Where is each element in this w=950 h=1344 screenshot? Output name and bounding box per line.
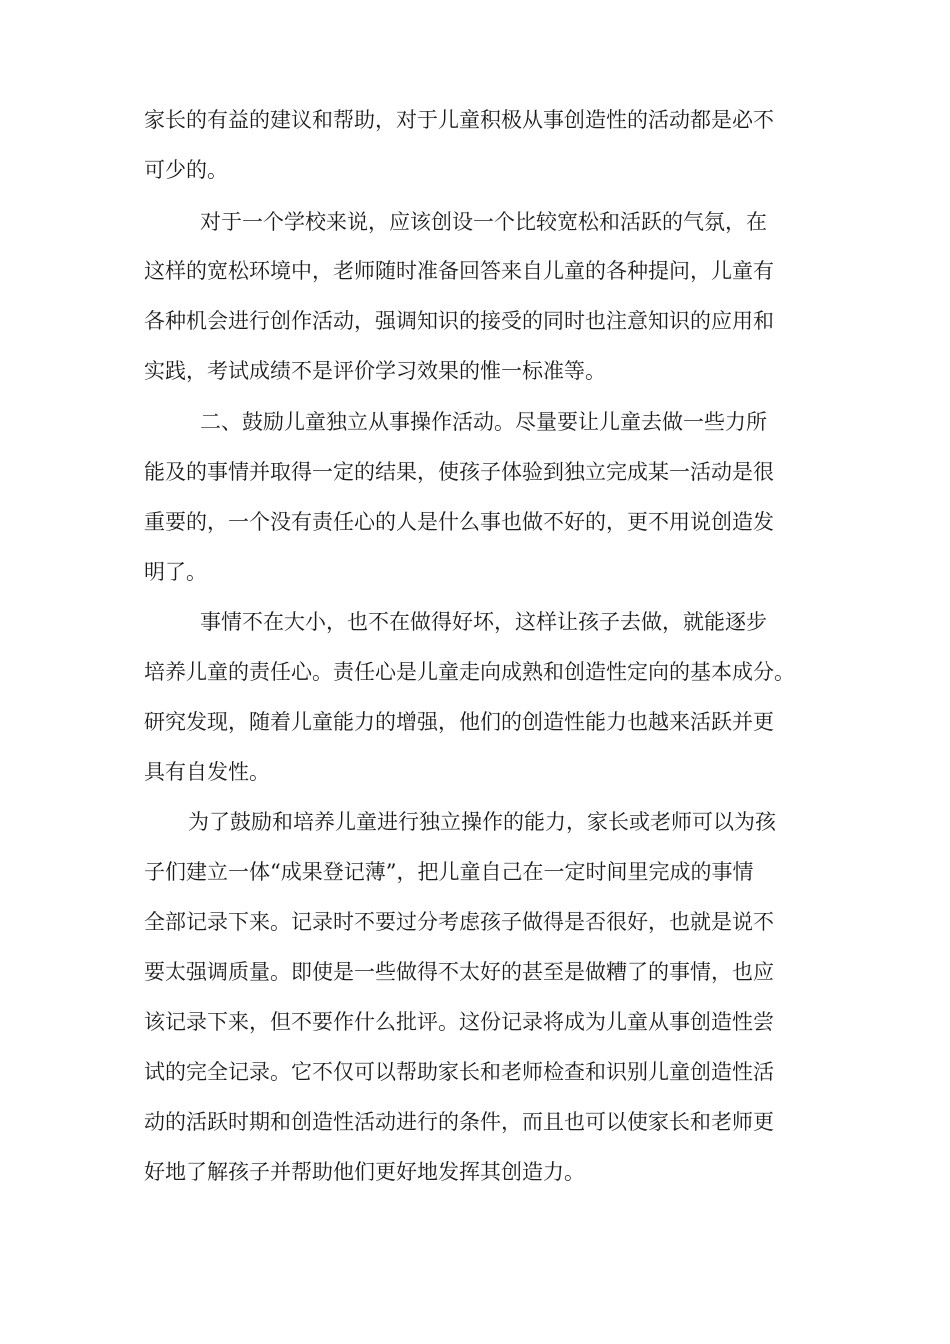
text-line: 该记录下来，但不要作什么批评。这份记录将成为儿童从事创造性尝 (144, 1010, 774, 1034)
text-line: 好地了解孩子并帮助他们更好地发挥其创造力。 (144, 1160, 585, 1184)
text-line: 研究发现，随着儿童能力的增强，他们的创造性能力也越来活跃并更 (144, 710, 774, 734)
text-line: 可少的。 (144, 158, 228, 182)
text-line: 全部记录下来。记录时不要过分考虑孩子做得是否很好，也就是说不 (144, 910, 774, 934)
text-line: 动的活跃时期和创造性活动进行的条件，而且也可以使家长和老师更 (144, 1110, 774, 1134)
text-line: 能及的事情并取得一定的结果，使孩子体验到独立完成某一活动是很 (144, 460, 774, 484)
text-line: 子们建立一体“成果登记薄”，把儿童自己在一定时间里完成的事情 (144, 860, 754, 884)
paragraph-first-line: 事情不在大小，也不在做得好坏，这样让孩子去做，就能逐步 (200, 610, 767, 634)
paragraph-first-line: 对于一个学校来说，应该创设一个比较宽松和活跃的气氛，在 (200, 210, 767, 234)
text-line: 试的完全记录。它不仅可以帮助家长和老师检查和识别儿童创造性活 (144, 1060, 774, 1084)
text-line: 具有自发性。 (144, 760, 270, 784)
text-line: 各种机会进行创作活动，强调知识的接受的同时也注意知识的应用和 (144, 309, 774, 333)
text-line: 重要的，一个没有责任心的人是什么事也做不好的，更不用说创造发 (144, 510, 774, 534)
paragraph-first-line: 二、鼓励儿童独立从事操作活动。尽量要让儿童去做一些力所 (200, 410, 767, 434)
paragraph-first-line: 为了鼓励和培养儿童进行独立操作的能力，家长或老师可以为孩 (188, 810, 776, 834)
text-line: 明了。 (144, 560, 207, 584)
text-line: 家长的有益的建议和帮助，对于儿童积极从事创造性的活动都是必不 (144, 108, 774, 132)
text-line: 培养儿童的责任心。责任心是儿童走向成熟和创造性定向的基本成分。 (144, 660, 795, 684)
text-line: 实践，考试成绩不是评价学习效果的惟一标准等。 (144, 359, 606, 383)
text-line: 这样的宽松环境中，老师随时准备回答来自儿童的各种提问，儿童有 (144, 259, 774, 283)
text-line: 要太强调质量。即使是一些做得不太好的甚至是做糟了的事情，也应 (144, 960, 774, 984)
